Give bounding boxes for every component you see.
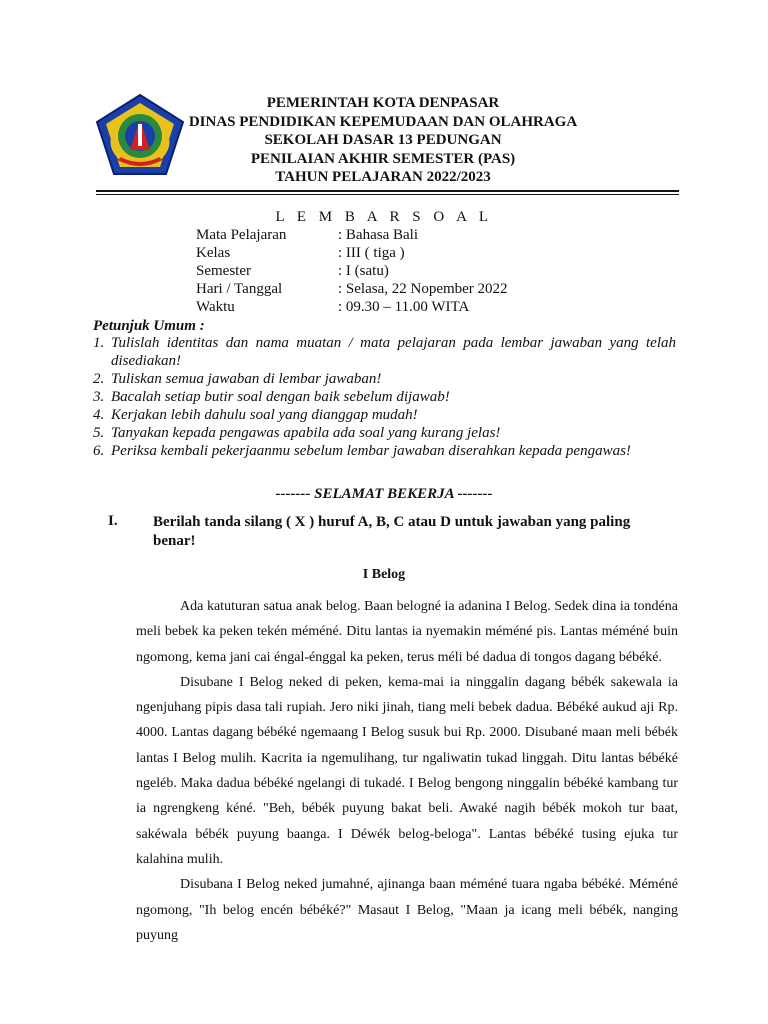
- item-number: 4.: [93, 407, 105, 423]
- meta-row: [196, 298, 508, 316]
- item-text: Tuliskan semua jawaban di lembar jawaban!: [111, 371, 382, 387]
- story-title: I Belog: [362, 567, 406, 582]
- story-paragraph: Disubane I Belog neked di peken, kema-mai ia ninggalin dagang bébék sakewala ia ngenjuhang pipis dasa tali rupiah. Jero niki jinah, tiang meli bebek dadua. Bébéké aukud aji Rp. 4000. Lantas dagang bébéké ngemaang I Belog susuk bui Rp. 2000. Disubané maan meli bébék lantas I Belog mulih. Kacrita ia ngemulihang, tur ngaliwatin tukad linggah. Ditu lantas bébéké ngeléb. Maka dadua bébéké ngelangi di tukadé. I Belog bengong ninggalin bébéké kambang tur ia ngrengkeng kéné. "Beh, bébék puyung bakat beli. Awaké nagih bébék mokoh tur baat, sakéwala bébék puyung baanga. I Déwék belog-beloga". Lantas bébéké tusing ejuka tur kalahina mulih.: [136, 674, 678, 867]
- list-item: [93, 370, 676, 388]
- meta-value: : Bahasa Bali: [338, 227, 418, 243]
- meta-value: : Selasa, 22 Nopember 2022: [338, 281, 508, 297]
- item-number: 5.: [93, 425, 105, 441]
- meta-key: Mata Pelajaran: [196, 227, 287, 243]
- item-number: 1.: [93, 335, 105, 351]
- instructions-heading: Petunjuk Umum :: [93, 318, 205, 334]
- item-text: Tulislah identitas dan nama muatan / mata pelajaran pada lembar jawaban yang telah disediakan!: [111, 335, 676, 369]
- meta-row: [196, 280, 508, 298]
- greeting-banner: ------- SELAMAT BEKERJA -------: [275, 486, 493, 502]
- letterhead-line: PENILAIAN AKHIR SEMESTER (PAS): [250, 150, 516, 167]
- item-number: 6.: [93, 443, 105, 459]
- story-paragraph: Ada katuturan satua anak belog. Baan belogné ia adanina I Belog. Sedek dina ia tondéna meli bebek ka peken tekén méméné. Ditu lantas ia nyemakin méméné pis. Lantas méméné buin ngomong, kema jani cai éngal-énggal ka peken, terus méli bé dadua di tongos dagang bébéké.: [136, 599, 678, 665]
- item-text: Bacalah setiap butir soal dengan baik sebelum dijawab!: [111, 389, 450, 405]
- story-paragraph: Disubana I Belog neked jumahné, ajinanga baan méméné tuara ngaba bébéké. Méméné ngomong, "Ih belog encén bébéké?" Masaut I Belog, "Maan ja icang meli bébék, nanging puyung: [136, 877, 678, 943]
- meta-row: [196, 244, 508, 262]
- denpasar-crest-logo-icon: [94, 92, 186, 178]
- meta-value: : III ( tiga ): [338, 245, 405, 261]
- meta-key: Kelas: [196, 245, 231, 261]
- list-item: [93, 334, 676, 370]
- letterhead-line: PEMERINTAH KOTA DENPASAR: [266, 95, 500, 111]
- item-number: 2.: [93, 371, 105, 387]
- school-logo: [94, 92, 186, 178]
- letterhead: [180, 94, 586, 187]
- letterhead-line: DINAS PENDIDIKAN KEPEMUDAAN DAN OLAHRAGA: [188, 113, 578, 130]
- instructions-list: [93, 334, 676, 460]
- exam-meta-table: [196, 226, 508, 316]
- meta-value: : 09.30 – 11.00 WITA: [338, 299, 470, 315]
- meta-key: Hari / Tanggal: [196, 281, 283, 297]
- section-instruction: Berilah tanda silang ( X ) huruf A, B, C atau D untuk jawaban yang paling benar!: [153, 514, 631, 549]
- list-item: [93, 424, 676, 442]
- sheet-title: L E M B A R S O A L: [275, 209, 493, 225]
- list-item: [93, 388, 676, 406]
- letterhead-line: TAHUN PELAJARAN 2022/2023: [275, 169, 491, 185]
- item-number: 3.: [93, 389, 105, 405]
- header-divider-thick: [96, 190, 679, 192]
- story-body: [136, 594, 678, 948]
- list-item: [93, 406, 676, 424]
- letterhead-line: SEKOLAH DASAR 13 PEDUNGAN: [264, 132, 502, 148]
- item-text: Periksa kembali pekerjaanmu sebelum lembar jawaban diserahkan kepada pengawas!: [111, 443, 631, 459]
- section-number: I.: [108, 513, 118, 529]
- meta-row: [196, 262, 508, 280]
- meta-key: Semester: [196, 263, 251, 279]
- list-item: [93, 442, 676, 460]
- item-text: Tanyakan kepada pengawas apabila ada soal yang kurang jelas!: [111, 425, 501, 441]
- meta-key: Waktu: [196, 299, 235, 315]
- header-divider-thin: [96, 194, 679, 195]
- meta-value: : I (satu): [338, 263, 389, 279]
- meta-row: [196, 226, 508, 244]
- item-text: Kerjakan lebih dahulu soal yang dianggap mudah!: [111, 407, 418, 423]
